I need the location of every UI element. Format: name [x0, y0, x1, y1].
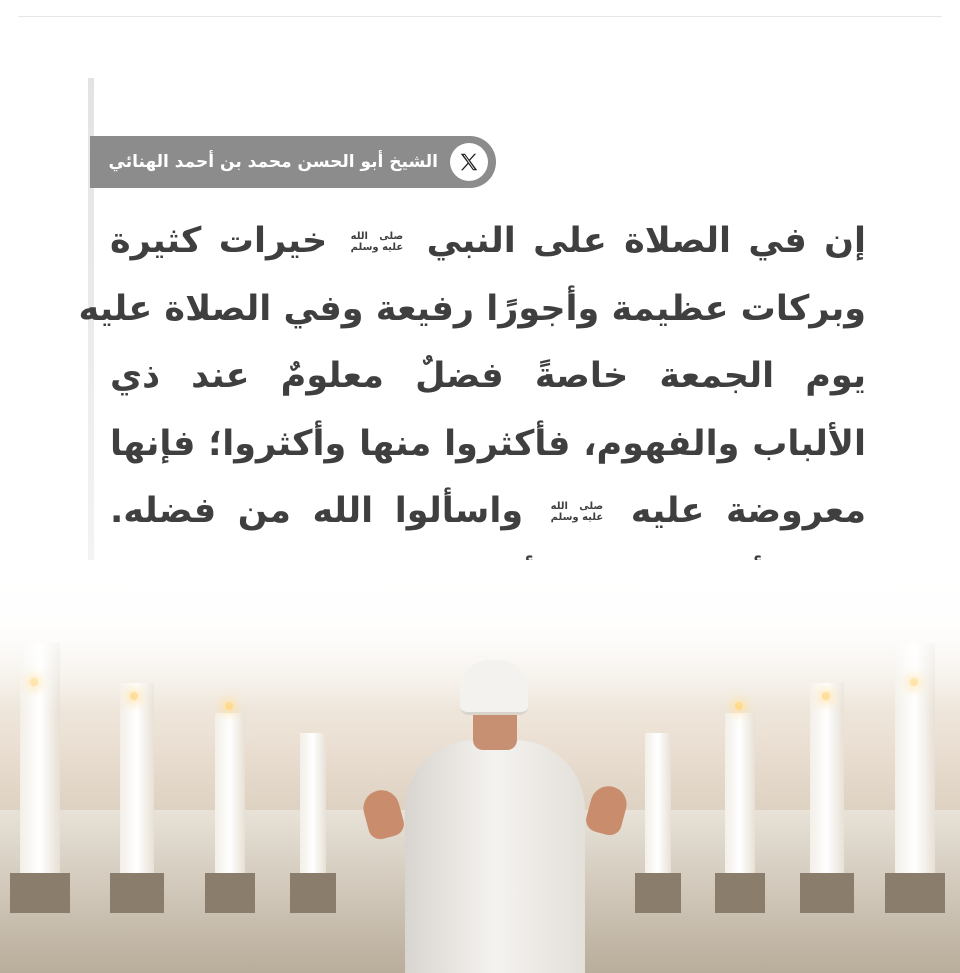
quote-fragment: خيرات كثيرة: [110, 221, 328, 261]
quote-line: [110, 478, 866, 546]
mosque-prayer-image: [0, 560, 960, 973]
quote-fragment: واسألوا الله من فضله.: [110, 491, 524, 531]
quote-line: [110, 208, 866, 276]
honorific-mark: صلى الله عليه وسلم: [350, 231, 404, 253]
x-logo-icon: [450, 143, 488, 181]
quote-text: [78, 208, 867, 613]
quote-fragment: معروضة عليه: [630, 491, 866, 531]
author-name: الشيخ أبو الحسن محمد بن أحمد الهنائي: [108, 152, 438, 172]
top-divider: [18, 16, 942, 17]
quote-line: الألباب والفهوم، فأكثروا منها وأكثروا؛ فإنها: [110, 423, 866, 464]
quote-fragment: إن في الصلاة على النبي: [426, 221, 867, 261]
author-banner: [90, 136, 496, 188]
quote-line: يوم الجمعة خاصةً فضلٌ معلومٌ عند ذي: [110, 356, 866, 396]
praying-man: [365, 660, 625, 973]
quote-line: وبركات عظيمة وأجورًا رفيعة وفي الصلاة عليه: [78, 288, 866, 329]
honorific-mark: صلى الله عليه وسلم: [550, 501, 604, 523]
